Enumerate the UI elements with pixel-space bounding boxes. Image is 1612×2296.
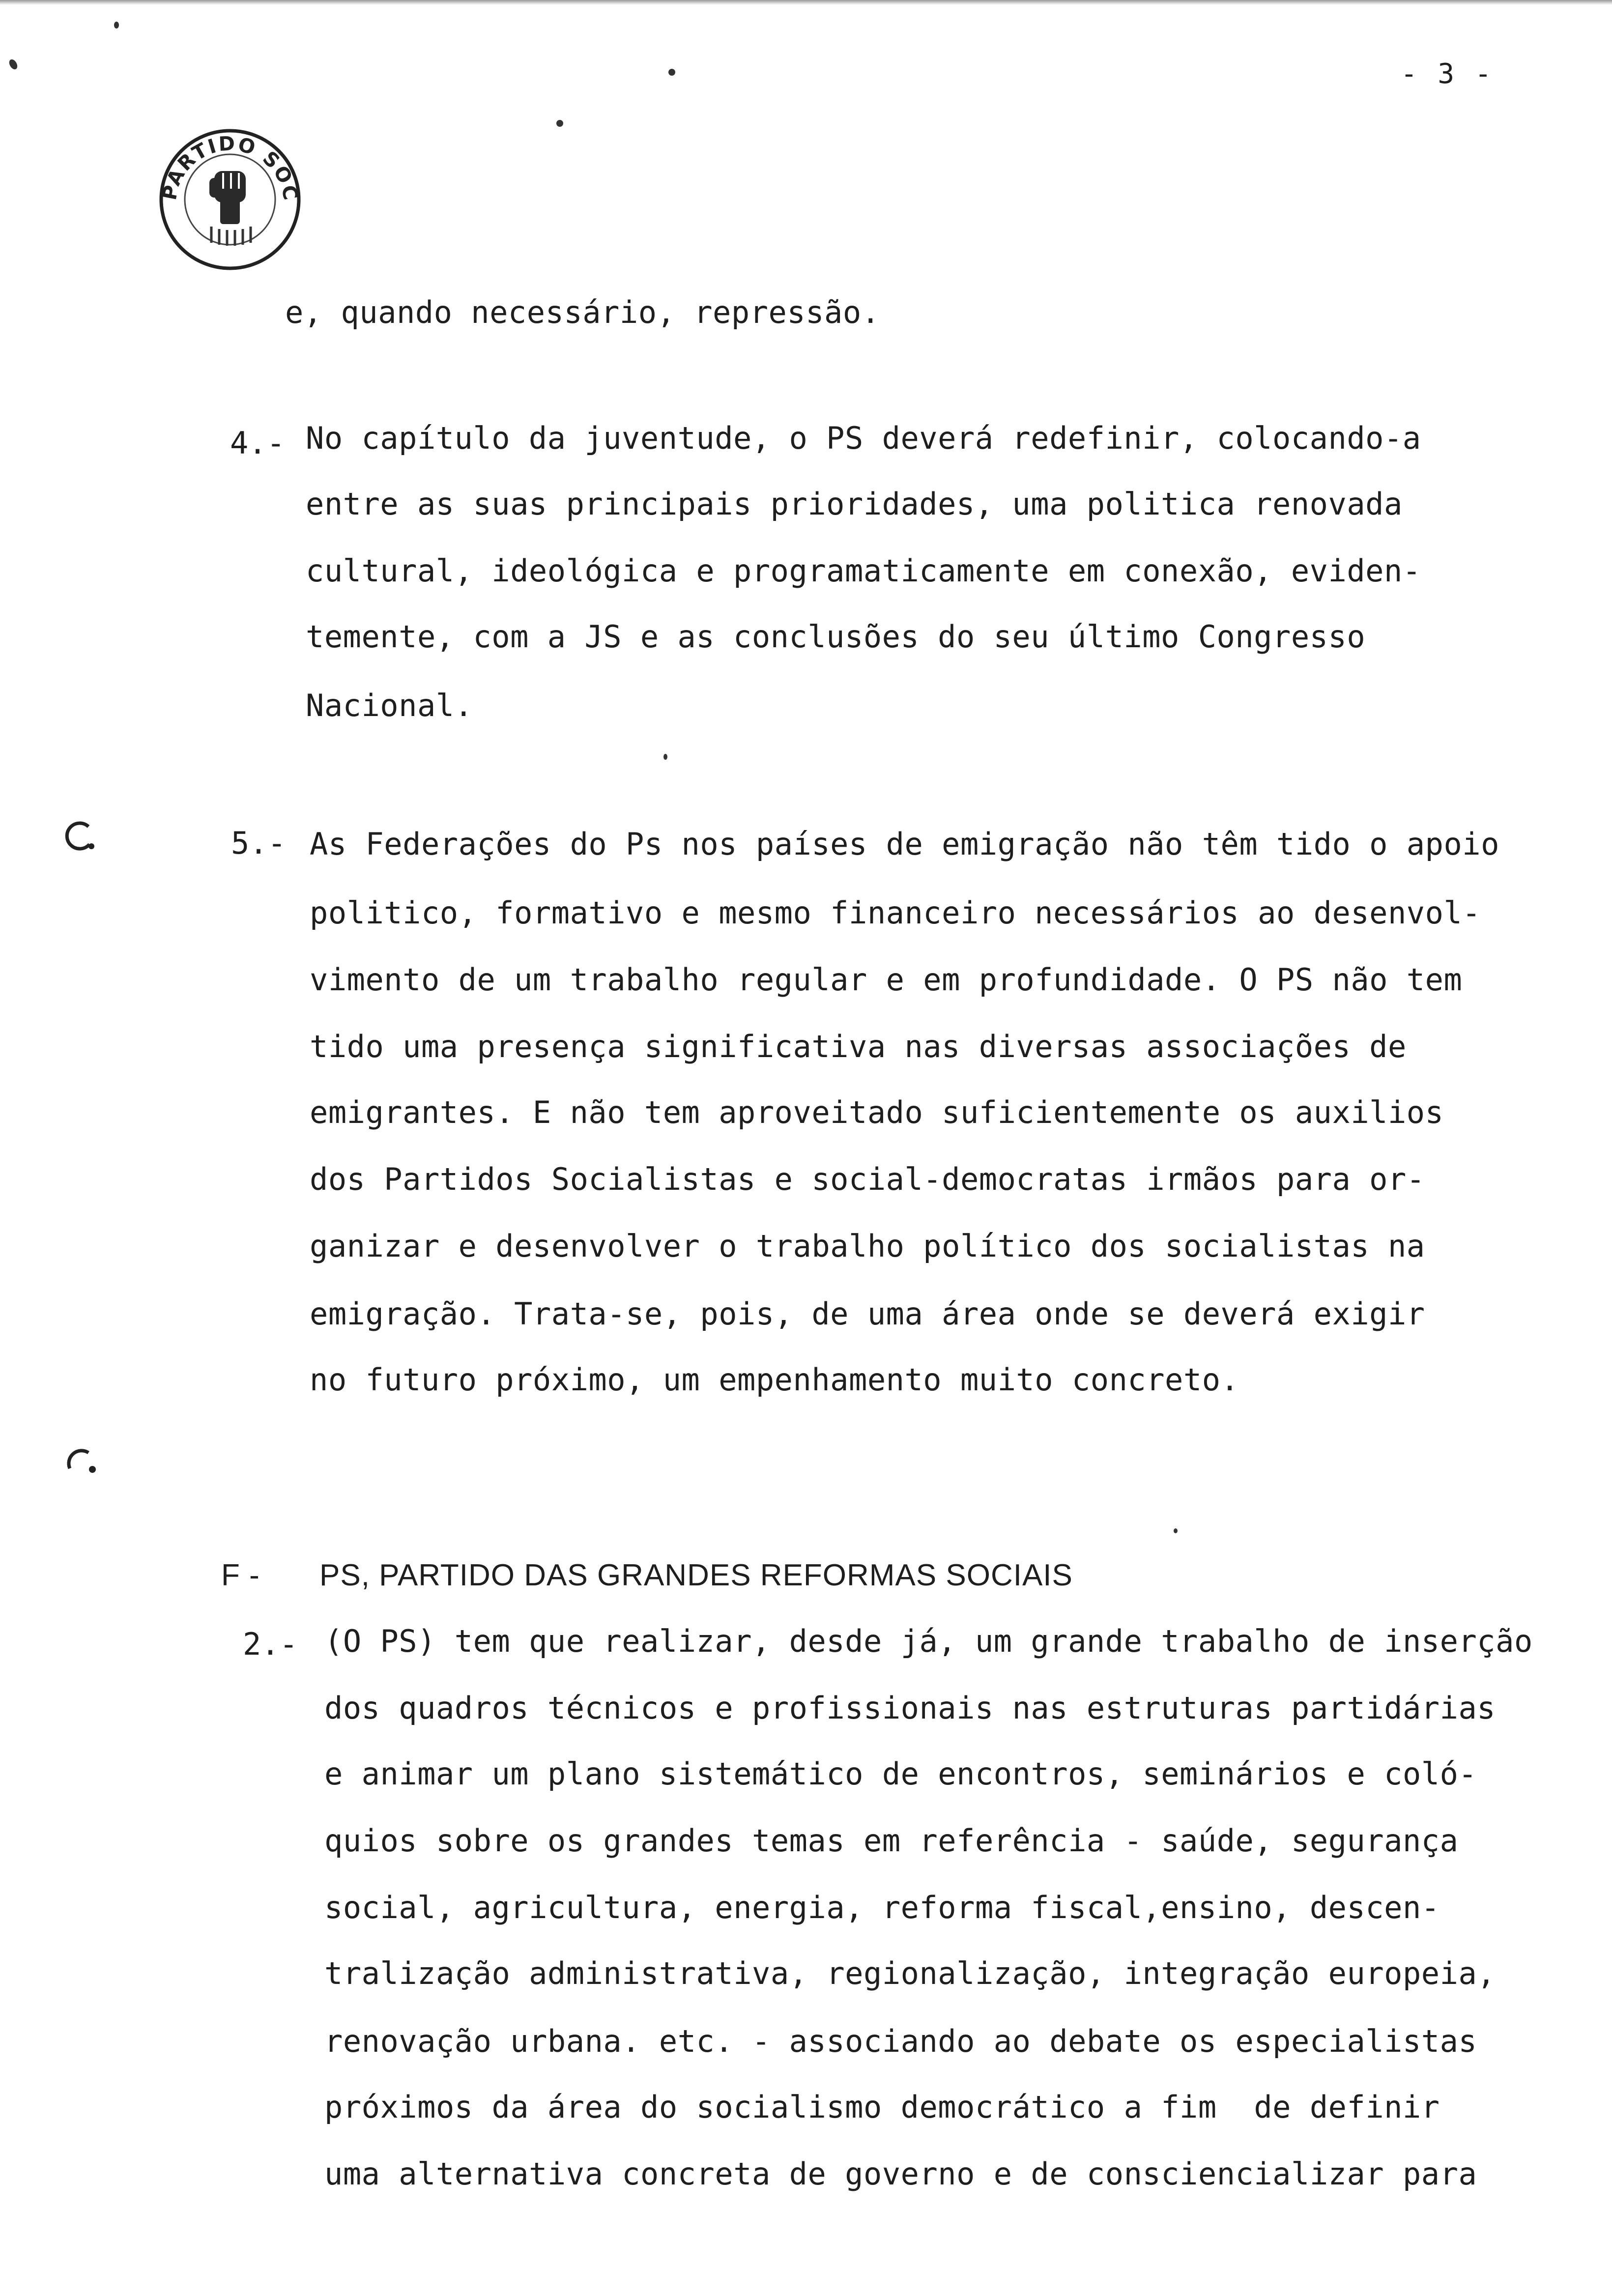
item-2-line: quios sobre os grandes temas em referência - saúde, segurança — [324, 1823, 1459, 1859]
item-2-line: dos quadros técnicos e profissionais nas estruturas partidárias — [324, 1690, 1496, 1726]
section-f-letter: F - — [221, 1558, 260, 1592]
item-2-line: e animar um plano sistemático de encontros, seminários e coló- — [324, 1756, 1477, 1792]
margin-hole-mark — [64, 1444, 98, 1478]
item-4-line: Nacional. — [306, 688, 473, 723]
section-f-title: PS, PARTIDO DAS GRANDES REFORMAS SOCIAIS — [319, 1558, 1073, 1592]
item-5-line: emigração. Trata-se, pois, de uma área onde se deverá exigir — [310, 1296, 1425, 1332]
item-4-line: No capítulo da juventude, o PS deverá redefinir, colocando-a — [306, 420, 1421, 456]
item-5-line: no futuro próximo, um empenhamento muito concreto. — [310, 1362, 1239, 1398]
item-2-line: uma alternativa concreta de governo e de consciencializar para — [324, 2156, 1477, 2192]
item-5-line: vimento de um trabalho regular e em profundidade. O PS não tem — [310, 962, 1463, 998]
item-2-line: social, agricultura, energia, reforma fiscal,ensino, descen- — [324, 1890, 1440, 1925]
partido-socialista-seal — [156, 126, 304, 273]
scan-speck — [1174, 1528, 1178, 1533]
item-5-line: ganizar e desenvolver o trabalho político dos socialistas na — [310, 1228, 1425, 1264]
scan-speck — [663, 754, 667, 760]
item-2-line: (O PS) tem que realizar, desde já, um grande trabalho de inserção — [324, 1623, 1533, 1659]
item-2-line: tralização administrativa, regionalização, integração europeia, — [324, 1955, 1496, 1991]
page-number: - 3 - — [1401, 58, 1494, 90]
item-4-line: temente, com a JS e as conclusões do seu último Congresso — [306, 619, 1366, 655]
item-5-line: tido uma presença significativa nas diversas associações de — [310, 1029, 1407, 1064]
scan-speck — [7, 58, 19, 71]
item-5-line: As Federações do Ps nos países de emigração não têm tido o apoio — [310, 826, 1499, 862]
item-5-line: politico, formativo e mesmo financeiro necessários ao desenvol- — [310, 895, 1481, 931]
scan-speck — [556, 120, 563, 127]
intro-line: e, quando necessário, repressão. — [285, 294, 880, 330]
item-2-line: próximos da área do socialismo democrático a fim de definir — [324, 2089, 1440, 2125]
item-4-number: 4.- — [230, 425, 285, 461]
scan-top-edge — [0, 0, 1612, 5]
item-2-line: renovação urbana. etc. - associando ao debate os especialistas — [324, 2023, 1477, 2059]
item-5-line: emigrantes. E não tem aproveitado suficientemente os auxilios — [310, 1094, 1444, 1130]
item-2-number: 2.- — [243, 1626, 298, 1662]
item-5-line: dos Partidos Socialistas e social-democratas irmãos para or- — [310, 1161, 1425, 1197]
scan-speck — [114, 22, 119, 29]
item-4-line: entre as suas principais prioridades, uma politica renovada — [306, 486, 1403, 522]
item-5-number: 5.- — [231, 825, 286, 861]
item-4-line: cultural, ideológica e programaticamente em conexão, eviden- — [306, 553, 1421, 589]
raised-fist-icon — [156, 126, 304, 273]
scan-speck — [668, 69, 675, 76]
margin-hole-mark — [64, 820, 98, 854]
svg-text:PARTIDO SOCIALISTA: PARTIDO SOC — [158, 132, 302, 203]
